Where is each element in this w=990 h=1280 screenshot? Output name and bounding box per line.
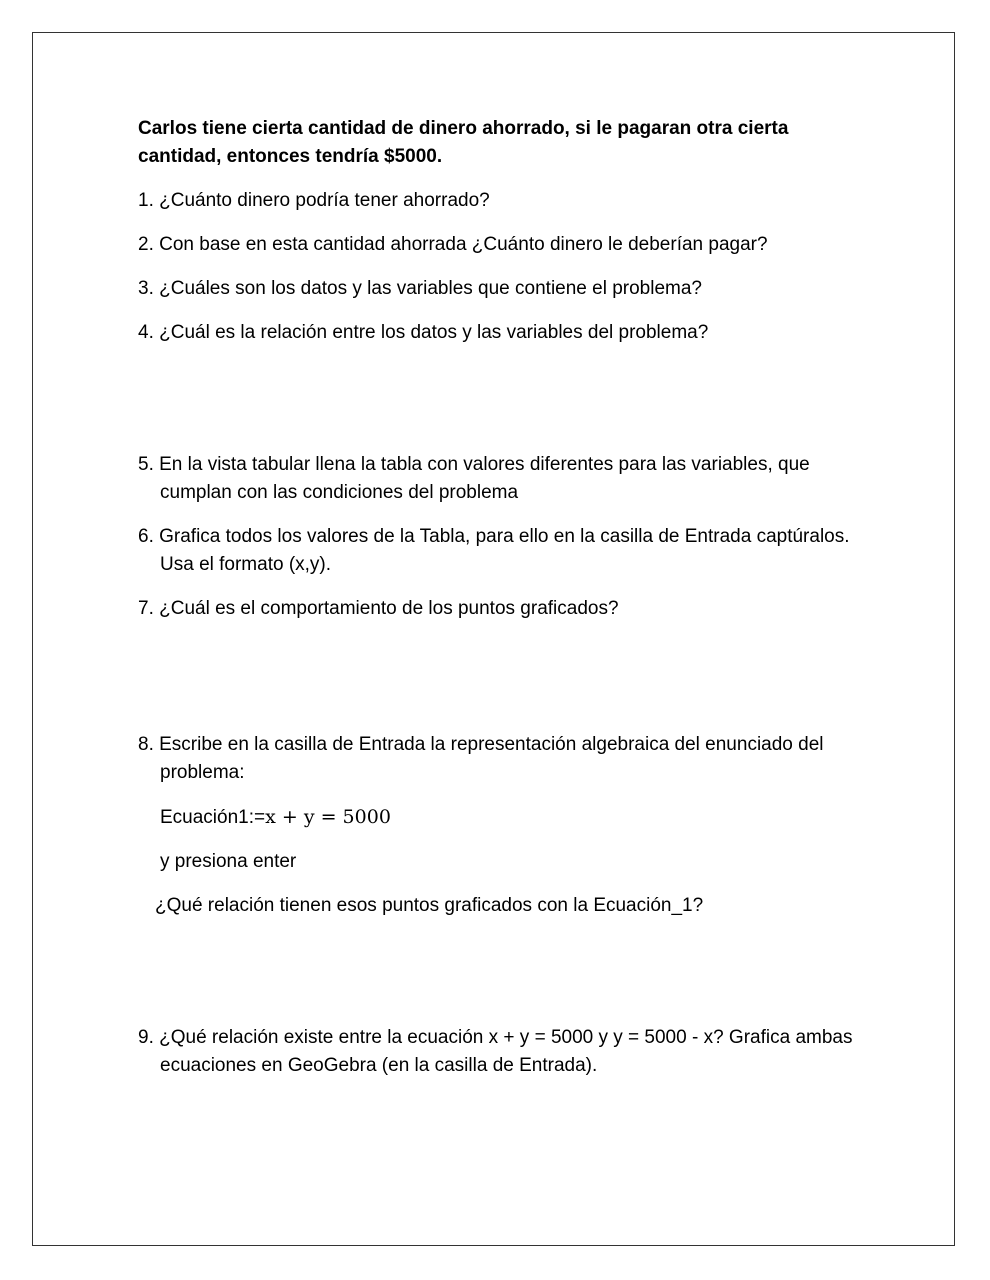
question-6: 6. Grafica todos los valores de la Tabla, para ello en la casilla de Entrada captúralos. Usa el formato (x,y). (138, 526, 850, 575)
question-7: 7. ¿Cuál es el comportamiento de los puntos graficados? (138, 598, 619, 619)
document-page (32, 32, 955, 1246)
question-3: 3. ¿Cuáles son los datos y las variables que contiene el problema? (138, 278, 702, 299)
question-8: 8. Escribe en la casilla de Entrada la representación algebraica del enunciado del problema: (138, 734, 824, 783)
answer-space (138, 639, 858, 731)
question-9: 9. ¿Qué relación existe entre la ecuación x + y = 5000 y y = 5000 - x? Grafica ambas ecuaciones en GeoGebra (en la casilla de Entrada). (138, 1027, 853, 1076)
equation-formula: x + y = 5000 (265, 806, 391, 828)
answer-space (138, 363, 858, 451)
question-2: 2. Con base en esta cantidad ahorrada ¿Cuánto dinero le deberían pagar? (138, 234, 768, 255)
equation-line (138, 803, 858, 832)
press-enter-instruction: y presiona enter (160, 851, 297, 872)
question-1: 1. ¿Cuánto dinero podría tener ahorrado? (138, 190, 490, 211)
question-4: 4. ¿Cuál es la relación entre los datos y las variables del problema? (138, 322, 709, 343)
problem-statement: Carlos tiene cierta cantidad de dinero ahorrado, si le pagaran otra cierta cantidad, entonces tendría $5000. (138, 118, 789, 167)
question-5: 5. En la vista tabular llena la tabla con valores diferentes para las variables, que cumplan con las condiciones del problema (138, 454, 810, 503)
answer-space (138, 936, 858, 1024)
equation-label: Ecuación1:= (160, 807, 266, 828)
question-8-followup: ¿Qué relación tienen esos puntos graficados con la Ecuación_1? (155, 895, 704, 916)
document-content (138, 115, 858, 1096)
